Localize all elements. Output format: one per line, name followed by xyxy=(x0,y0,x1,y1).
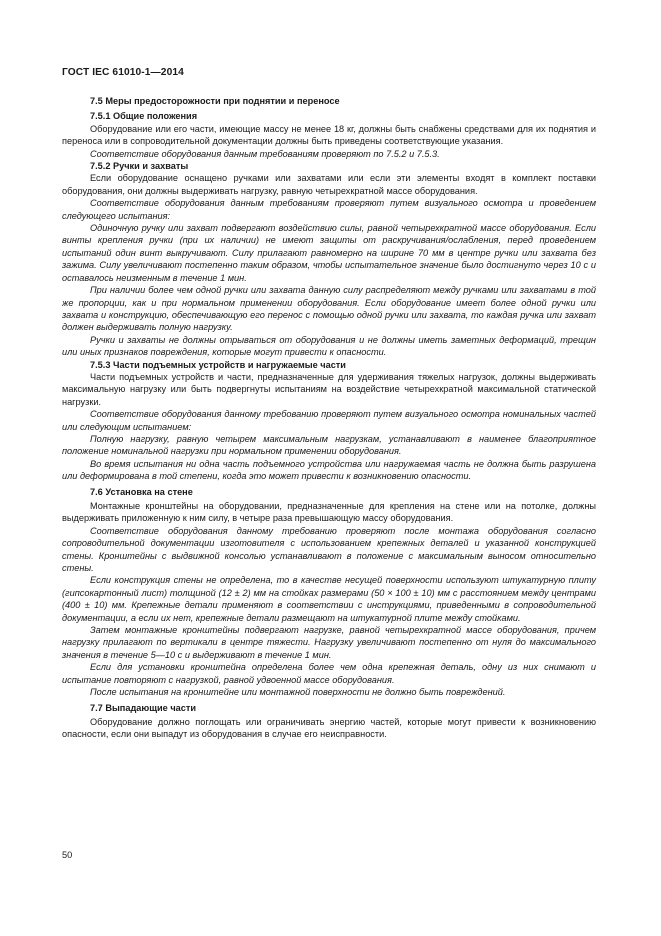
test-paragraph: После испытания на кронштейне или монтажной поверхности не должно быть повреждений. xyxy=(90,687,506,698)
section-heading-7-5-1: 7.5.1 Общие положения xyxy=(90,111,198,122)
paragraph: Оборудование должно поглощать или ограничивать энергию частей, которые могут привести к возникновению опасности, если они выпадут из оборудования в случае его неисправности. xyxy=(62,716,596,740)
standard-header: ГОСТ IEC 61010-1—2014 xyxy=(62,67,184,78)
test-paragraph: Затем монтажные кронштейны подвергают нагрузке, равной четырехкратной массе оборудования, причем нагрузку прилагают по вертикали в центре тяжести. Нагрузку увеличивают постепенно от нуля до максимального значения в течение 5—10 с и выдерживают в течение 1 мин. xyxy=(62,625,596,660)
test-paragraph: Если для установки кронштейна определена более чем одна крепежная деталь, одну из них снимают и испытание повторяют с нагрузкой, равной удвоенной массе оборудования. xyxy=(62,662,596,685)
paragraph: Оборудование или его части, имеющие массу не менее 18 кг, должны быть снабжены средствами для их поднятия и переноса или в сопроводительной документации должны быть приведены соответствующие указания. xyxy=(62,123,596,147)
paragraph: Если оборудование оснащено ручками или захватами или если эти элементы входят в комплект поставки оборудования, они должны выдерживать нагрузку, равную четырехкратной массе оборудования. xyxy=(62,173,596,196)
compliance-paragraph: Соответствие оборудования данным требованиям проверяют путем визуального осмотра и проведением следующего испытания: xyxy=(62,198,596,221)
section-heading-7-5-3: 7.5.3 Части подъемных устройств и нагружаемые части xyxy=(90,359,346,370)
section-heading-7-5: 7.5 Меры предосторожности при поднятии и переносе xyxy=(90,96,340,106)
test-paragraph: Ручки и захваты не должны отрываться от оборудования и не должны иметь заметных деформаций, трещин или иных признаков повреждения, которые могут привести к опасности. xyxy=(62,334,596,358)
section-heading-7-5-2: 7.5.2 Ручки и захваты xyxy=(90,161,189,172)
test-paragraph: Полную нагрузку, равную четырем максимальным нагрузкам, устанавливают в наименее благоприятное положение номинальной нагрузки при нормальном применении оборудования. xyxy=(62,433,596,457)
page-number: 50 xyxy=(62,850,73,860)
compliance-paragraph: Соответствие оборудования данному требованию проверяют путем визуального осмотра номинальных частей или следующим испытанием: xyxy=(62,409,596,432)
test-paragraph: Если конструкция стены не определена, то в качестве несущей поверхности используют штукатурную плиту (гипсокартонный лист) толщиной (12 ± 2) мм на стойках размерами (50 × 100 ± 10) мм с расстоянием между центрами (400 ± 10) мм. Крепежные детали применяют в соответствии с инструкциями, приведенными в сопроводительной документации, а если их нет, крепежные детали размещают на штукатурной плите между стойками. xyxy=(62,575,596,623)
paragraph: Монтажные кронштейны на оборудовании, предназначенные для крепления на стене или на потолке, должны выдерживать приложенную к ним силу, в четыре раза превышающую массу оборудования. xyxy=(62,501,596,524)
test-paragraph: При наличии более чем одной ручки или захвата данную силу распределяют между ручками или захватами в той же пропорции, как и при нормальном применении оборудования. Если оборудование имеет более одной ручки или захвата и конструкцию, обеспечивающую его перенос с помощью одной ручки или захвата, то каждая ручка или захват должен выдерживать полную нагрузку. xyxy=(62,285,596,333)
document-body xyxy=(62,95,596,741)
compliance-paragraph: Соответствие оборудования данным требованиям проверяют по 7.5.2 и 7.5.3. xyxy=(90,148,440,159)
section-heading-7-7: 7.7 Выпадающие части xyxy=(90,702,197,713)
section-heading-7-6: 7.6 Установка на стене xyxy=(90,486,193,497)
test-paragraph: Во время испытания ни одна часть подъемного устройства или нагружаемая часть не должна быть разрушена или деформирована в той степени, когда это может привести к возникновению опасности. xyxy=(62,458,596,482)
test-paragraph: Одиночную ручку или захват подвергают воздействию силы, равной четырехкратной массе оборудования. Если винты крепления ручки (при их наличии) не имеют защиты от раскручивания/ослабления, перед проведением испытаний один винт выкручивают. Силу прилагают равномерно на ширине 70 мм в центре ручки или захвата без зажима. Силу увеличивают постепенно таким образом, чтобы испытательное значение было достигнуто через 10 с и оставалось неизменным в течение 1 мин. xyxy=(62,223,596,283)
compliance-paragraph: Соответствие оборудования данному требованию проверяют после монтажа оборудования согласно сопроводительной документации изготовителя с использованием крепежных деталей и указанной конструкцией стены. Кронштейны с выдвижной консолью устанавливают в положение с максимальным выносом относительно стены. xyxy=(62,525,596,574)
paragraph: Части подъемных устройств и части, предназначенные для удерживания тяжелых нагрузок, должны выдерживать максимальную нагрузку или быть подвергнуты испытаниям на воздействие четырехкратной максимальной статической нагрузки. xyxy=(62,371,596,407)
